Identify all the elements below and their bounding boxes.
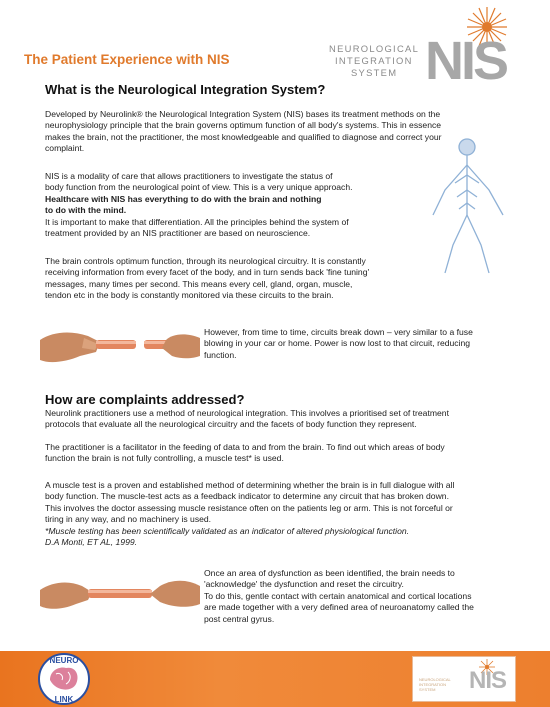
logo-line-1: NEUROLOGICAL [329, 43, 420, 54]
circuits-paragraph [204, 327, 514, 361]
brain-control-paragraph [45, 256, 425, 302]
neurolink-badge-icon [32, 652, 96, 706]
logo-mark: NIS [425, 31, 507, 91]
nervous-system-figure [415, 135, 515, 275]
text-line: blowing in your car or home. Power is now lost to that circuit, reducing [204, 338, 471, 349]
badge-top-text: NEURO [49, 656, 79, 665]
modality-paragraph [45, 171, 375, 239]
footer-logo-line: SYSTEM [419, 687, 436, 692]
facilitator-paragraph [45, 442, 520, 465]
footer-logo-words [419, 677, 451, 692]
hands-reset-image [40, 570, 200, 618]
text-line: The practitioner is a facilitator in the feeding of data to and from the brain. To find out which areas of body [45, 442, 445, 452]
logo-line-2: INTEGRATION [335, 55, 413, 66]
text-line: tendon etc in the body is constantly monitored via these circuits to the brain. [45, 290, 334, 301]
text-line: treatment provided by an NIS practitioner are based on neuroscience. [45, 228, 311, 239]
section-heading-complaints: How are complaints addressed? [45, 392, 245, 407]
text-line-bold: Healthcare with NIS has everything to do with the brain and nothing [45, 193, 322, 204]
nis-logo [325, 25, 525, 91]
text-line: The brain controls optimum function, through its neurological circuitry. It is constantly [45, 256, 366, 266]
footer-nis-logo [412, 656, 516, 702]
text-line: makes the brain, not the practitioner, the most knowledgeable and qualified to diagnose and correct your [45, 131, 442, 142]
text-line: receiving information from every facet of the body, and in turn sends back 'fine tuning' [45, 267, 370, 278]
footer-logo-line: INTEGRATION [419, 682, 447, 687]
badge-bottom-text: LINK [54, 695, 74, 704]
footnote-line: *Muscle testing has been scientifically validated as an indicator of altered physiological function. [45, 525, 410, 536]
footer-logo-line: NEUROLOGICAL [419, 677, 451, 682]
text-line: This involves the doctor assessing muscle resistance often on the patients leg or arm. This is not forceful or [45, 502, 453, 513]
text-line: 'acknowledge' the dysfunction and reset the circuitry. [204, 579, 404, 590]
text-line: To do this, gentle contact with certain anatomical and cortical locations [204, 590, 472, 601]
text-line: function the brain is not fully controlling, a muscle test* is used. [45, 453, 284, 464]
text-line-bold: to do with the mind. [45, 205, 127, 216]
text-line: neurophysiology principle that the brain governs optimum function of all body's systems. This in essence [45, 120, 442, 131]
text-line: tiring in any way, and no machinery is used. [45, 514, 212, 525]
text-line: function. [204, 349, 237, 360]
page-title: The Patient Experience with NIS [24, 52, 230, 67]
muscle-test-paragraph [45, 480, 520, 548]
text-line: Developed by Neurolink® the Neurological Integration System (NIS) bases its treatment methods on the [45, 109, 441, 119]
hands-fuse-image [40, 322, 200, 370]
text-line: A muscle test is a proven and established method of determining whether the brain is in full dialogue with all [45, 480, 455, 490]
reset-paragraph [204, 568, 524, 625]
text-line: It is important to make that differentiation. All the principles behind the system of [45, 216, 349, 227]
text-line: are made together with a very defined area of neuroanatomy called the [204, 602, 474, 613]
text-line: body function from the neurological point of view. This is a very unique approach. [45, 182, 353, 193]
footnote-citation: D.A Monti, ET AL, 1999. [45, 537, 138, 548]
text-line: However, from time to time, circuits break down – very similar to a fuse [204, 327, 473, 337]
text-line: Neurolink practitioners use a method of neurological integration. This involves a prioritised set of treatment [45, 408, 449, 418]
text-line: Once an area of dysfunction as been identified, the brain needs to [204, 568, 455, 578]
text-line: messages, many times per second. This means every cell, gland, organ, muscle, [45, 278, 353, 289]
footer-logo-mark: NIS [469, 667, 507, 694]
text-line: body function. The muscle-test acts as a feedback indicator to determine any circuit that has broken down. [45, 491, 449, 502]
text-line: protocols that evaluate all the neurological circuitry and the facets of body function they represent. [45, 419, 417, 430]
method-paragraph [45, 408, 520, 431]
logo-line-3: SYSTEM [351, 67, 398, 78]
text-line: post central gyrus. [204, 613, 275, 624]
section-heading-what-is-nis: What is the Neurological Integration System? [45, 82, 326, 97]
text-line: NIS is a modality of care that allows practitioners to investigate the status of [45, 171, 333, 181]
text-line: complaint. [45, 143, 85, 154]
